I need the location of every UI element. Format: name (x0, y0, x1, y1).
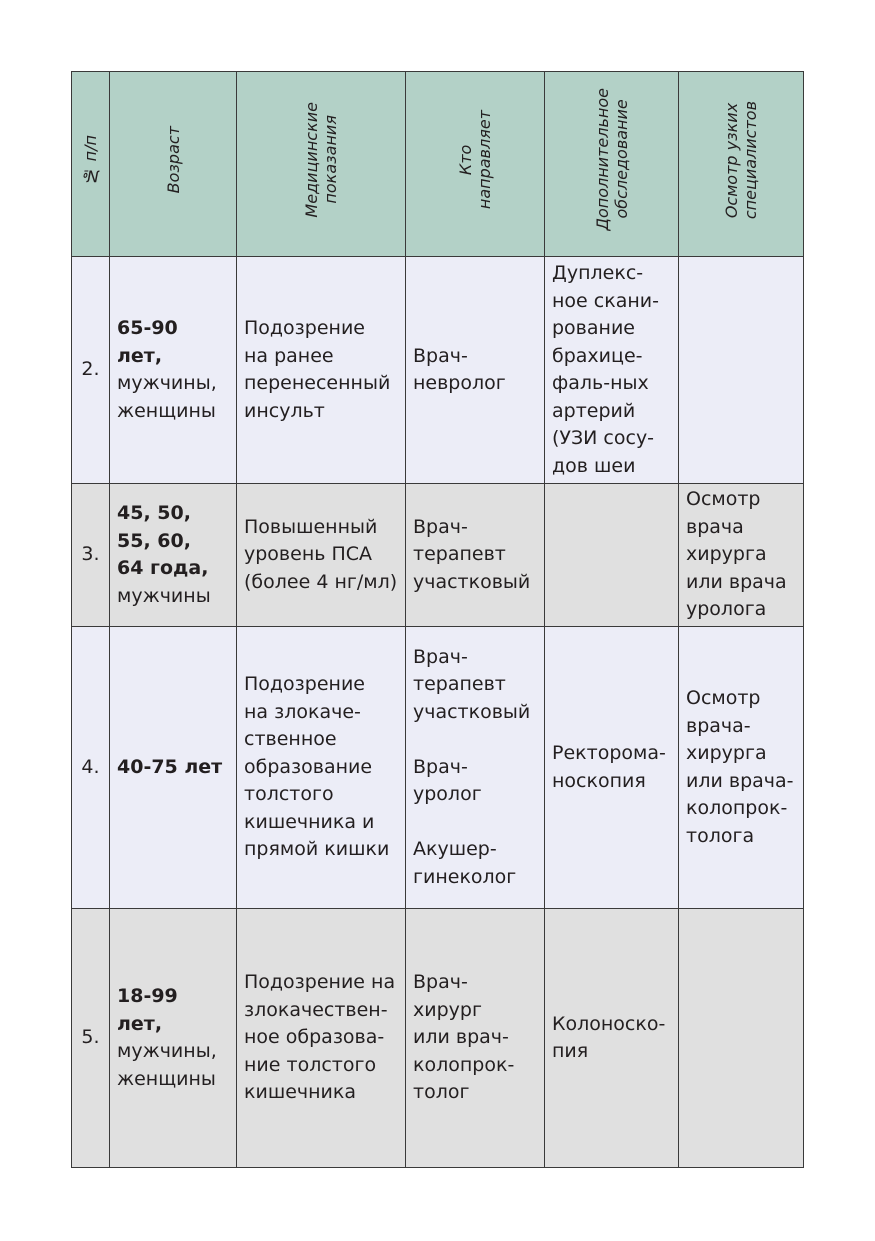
age-cell (110, 257, 237, 484)
referrer-cell: Врач- невролог (406, 257, 545, 484)
age-cell (110, 909, 237, 1168)
age-rest: мужчины (117, 584, 211, 607)
header-age-label: Возраст (163, 126, 183, 194)
header-specialists (679, 72, 804, 257)
header-indications (237, 72, 406, 257)
exam-cell: Дуплекс- ное скани- рование брахице- фаль-ных артерий (УЗИ сосу- дов шеи (545, 257, 679, 484)
indications-cell: Подозрение на ранее перенесенный инсульт (237, 257, 406, 484)
age-bold: 18-99 лет, (117, 985, 178, 1035)
exam-cell (545, 484, 679, 627)
header-age (110, 72, 237, 257)
age-bold: 65-90 лет, (117, 317, 178, 367)
exam-cell: Ректорома- носкопия (545, 627, 679, 909)
header-specialists-label: Осмотр узких специалистов (722, 100, 760, 219)
header-indications-label: Медицинские показания (302, 101, 340, 218)
table-row (72, 257, 804, 484)
indications-cell: Подозрение на злокаче- ственное образование толстого кишечника и прямой кишки (237, 627, 406, 909)
age-rest: мужчины, женщины (117, 372, 217, 422)
specialists-cell: Осмотр врача- хирурга или врача- колопрок- толога (679, 627, 804, 909)
header-number (72, 72, 110, 257)
referrer-cell: Врач- хирург или врач- колопрок- толог (406, 909, 545, 1168)
table-row (72, 909, 804, 1168)
specialists-cell: Осмотр врача хирурга или врача уролога (679, 484, 804, 627)
header-row (72, 72, 804, 257)
age-rest: мужчины, женщины (117, 1040, 217, 1090)
referrer-cell: Врач- терапевт участковый (406, 484, 545, 627)
indications-cell: Подозрение на злокачествен- ное образова- ние толстого кишечника (237, 909, 406, 1168)
row-number: 3. (72, 484, 110, 627)
table-row (72, 484, 804, 627)
table-row (72, 627, 804, 909)
screening-table (71, 71, 804, 1168)
age-cell (110, 484, 237, 627)
header-exam-label: Дополнительное обследование (592, 88, 631, 232)
age-bold: 45, 50, 55, 60, 64 года, (117, 502, 209, 579)
indications-cell: Повышенный уровень ПСА (более 4 нг/мл) (237, 484, 406, 627)
row-number: 2. (72, 257, 110, 484)
row-number: 5. (72, 909, 110, 1168)
age-cell (110, 627, 237, 909)
specialists-cell (679, 257, 804, 484)
header-number-label: № п/п (81, 134, 100, 185)
referrer-cell: Врач- терапевт участковый Врач- уролог Акушер- гинеколог (406, 627, 545, 909)
specialists-cell (679, 909, 804, 1168)
age-bold: 40-75 лет (117, 755, 223, 778)
header-exam (545, 72, 679, 257)
header-referrer-label: Кто направляет (456, 110, 494, 210)
header-referrer (406, 72, 545, 257)
row-number: 4. (72, 627, 110, 909)
exam-cell: Колоноско- пия (545, 909, 679, 1168)
